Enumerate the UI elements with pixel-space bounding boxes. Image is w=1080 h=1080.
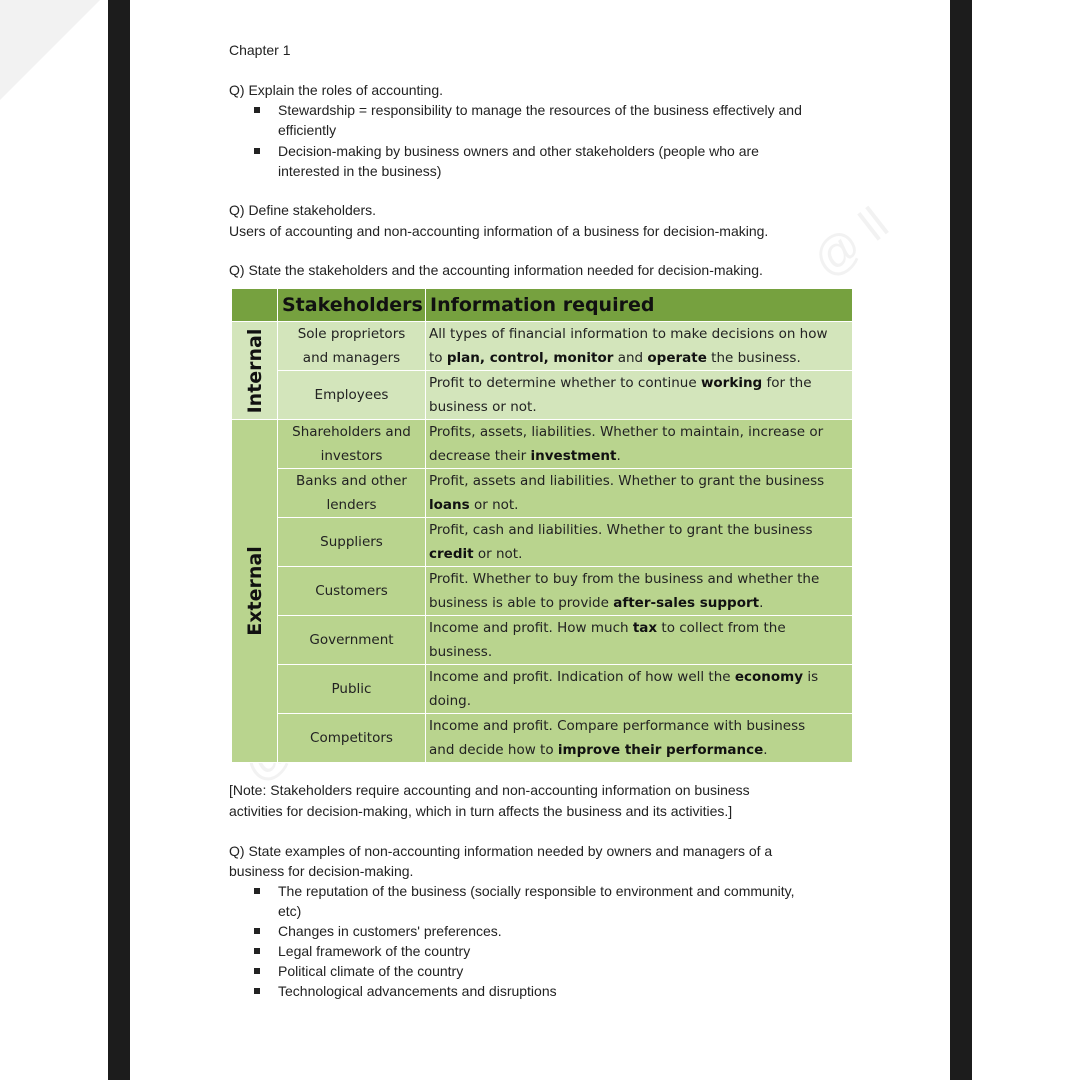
table-row <box>232 616 853 665</box>
info-text: Income and profit. Indication of how well the <box>429 669 735 685</box>
stakeholder-cell <box>278 518 426 567</box>
info-text: Income and profit. How much <box>429 620 633 636</box>
table-header-row <box>232 289 853 322</box>
bullet-item: Political climate of the country <box>278 963 464 979</box>
info-text: Profits, assets, liabilities. Whether to maintain, increase or <box>429 424 824 440</box>
info-cell <box>426 616 853 665</box>
stakeholder-name: Customers <box>315 583 388 599</box>
table-row <box>232 469 853 518</box>
info-text: decrease their <box>429 448 531 464</box>
info-bold: plan, control, monitor <box>446 350 614 366</box>
bullet-continuation: efficiently <box>278 122 337 138</box>
stakeholder-name: Competitors <box>310 730 393 746</box>
stakeholder-cell <box>278 371 426 420</box>
note-line: activities for decision-making, which in turn affects the business and its activities.] <box>229 803 733 819</box>
bullet-item: Decision-making by business owners and other stakeholders (people who are <box>278 143 759 159</box>
info-text: business. <box>429 644 493 660</box>
bullet-continuation: interested in the business) <box>278 163 442 179</box>
bullet-item: The reputation of the business (socially responsible to environment and community, <box>278 883 795 899</box>
info-cell <box>426 714 853 763</box>
info-text: Income and profit. Compare performance with business <box>429 718 806 734</box>
table-row <box>232 714 853 763</box>
stakeholders-table <box>231 288 853 763</box>
tablet-bezel-left <box>108 0 130 1080</box>
question-stakeholders: Q) State the stakeholders and the accounting information needed for decision-making. <box>229 262 763 278</box>
table-row <box>232 518 853 567</box>
info-text: or not. <box>469 497 519 513</box>
info-text: or not. <box>473 546 523 562</box>
bullet-item: Technological advancements and disruptions <box>278 983 557 999</box>
info-text: is <box>803 669 819 685</box>
info-text: Profit. Whether to buy from the business and whether the <box>429 571 820 587</box>
info-cell <box>426 665 853 714</box>
stakeholder-name: Shareholders and <box>292 424 411 440</box>
info-bold: improve their performance <box>557 742 764 758</box>
table-row <box>232 665 853 714</box>
info-cell <box>426 469 853 518</box>
info-text: Profit, cash and liabilities. Whether to grant the business <box>429 522 813 538</box>
info-cell <box>426 371 853 420</box>
info-text: doing. <box>429 693 471 709</box>
stakeholder-name: Government <box>309 632 394 648</box>
stakeholder-cell <box>278 420 426 469</box>
tablet-bezel-right <box>950 0 972 1080</box>
stakeholder-name-cont: investors <box>320 448 383 464</box>
stakeholder-name: Public <box>331 681 372 697</box>
stakeholder-cell <box>278 469 426 518</box>
stakeholder-name: Sole proprietors <box>297 326 406 342</box>
question-non-accounting: Q) State examples of non-accounting information needed by owners and managers of a <box>229 843 773 859</box>
info-text: Profit, assets and liabilities. Whether to grant the business <box>429 473 825 489</box>
stakeholder-name-cont: and managers <box>302 350 401 366</box>
info-bold: economy <box>734 669 804 685</box>
group-internal <box>232 322 278 420</box>
info-text: the business. <box>706 350 801 366</box>
answer-define: Users of accounting and non-accounting information of a business for decision-making. <box>229 223 769 239</box>
info-text: to <box>429 350 447 366</box>
bullet-item: Legal framework of the country <box>278 943 471 959</box>
table-row <box>232 322 853 371</box>
info-text: All types of financial information to make decisions on how <box>429 326 828 342</box>
info-text: and decide how to <box>429 742 558 758</box>
stakeholder-name-cont: lenders <box>326 497 377 513</box>
stakeholder-cell <box>278 665 426 714</box>
question-roles: Q) Explain the roles of accounting. <box>229 82 444 98</box>
info-bold: operate <box>647 350 707 366</box>
info-bold: credit <box>429 546 474 562</box>
header-stakeholders: Stakeholders <box>278 289 426 322</box>
stakeholder-name: Banks and other <box>296 473 407 489</box>
chapter-heading: Chapter 1 <box>229 42 291 58</box>
stakeholder-name: Suppliers <box>320 534 383 550</box>
group-label: External <box>243 546 266 636</box>
note-line: [Note: Stakeholders require accounting and non-accounting information on business <box>229 782 750 798</box>
stakeholder-cell <box>278 567 426 616</box>
table-row <box>232 420 853 469</box>
stakeholder-cell <box>278 616 426 665</box>
info-text: Profit to determine whether to continue <box>429 375 701 391</box>
stakeholder-cell <box>278 322 426 371</box>
bullet-item: Stewardship = responsibility to manage the resources of the business effectively and <box>278 102 802 118</box>
question-non-accounting-cont: business for decision-making. <box>229 863 414 879</box>
header-info-required: Information required <box>426 289 853 322</box>
info-cell <box>426 567 853 616</box>
info-bold: tax <box>632 620 658 636</box>
watermark: @ ll <box>802 196 898 288</box>
info-bold: working <box>700 375 763 391</box>
page-corner-fold <box>0 0 100 100</box>
info-text: and <box>613 350 648 366</box>
stakeholder-cell <box>278 714 426 763</box>
info-text: . <box>616 448 621 464</box>
info-cell <box>426 322 853 371</box>
question-define: Q) Define stakeholders. <box>229 202 377 218</box>
info-bold: after-sales support <box>613 595 760 611</box>
info-text: to collect from the <box>657 620 786 636</box>
info-cell <box>426 518 853 567</box>
table-row <box>232 567 853 616</box>
group-external <box>232 420 278 763</box>
group-label: Internal <box>243 328 266 413</box>
stakeholder-name: Employees <box>314 387 389 403</box>
info-text: . <box>759 595 764 611</box>
info-bold: investment <box>530 448 617 464</box>
info-text: business is able to provide <box>429 595 614 611</box>
info-text: business or not. <box>429 399 537 415</box>
info-cell <box>426 420 853 469</box>
bullet-continuation: etc) <box>278 903 302 919</box>
info-text: for the <box>762 375 812 391</box>
info-bold: loans <box>429 497 470 513</box>
info-text: . <box>763 742 768 758</box>
bullet-item: Changes in customers' preferences. <box>278 923 502 939</box>
table-row <box>232 371 853 420</box>
header-blank <box>232 289 278 322</box>
